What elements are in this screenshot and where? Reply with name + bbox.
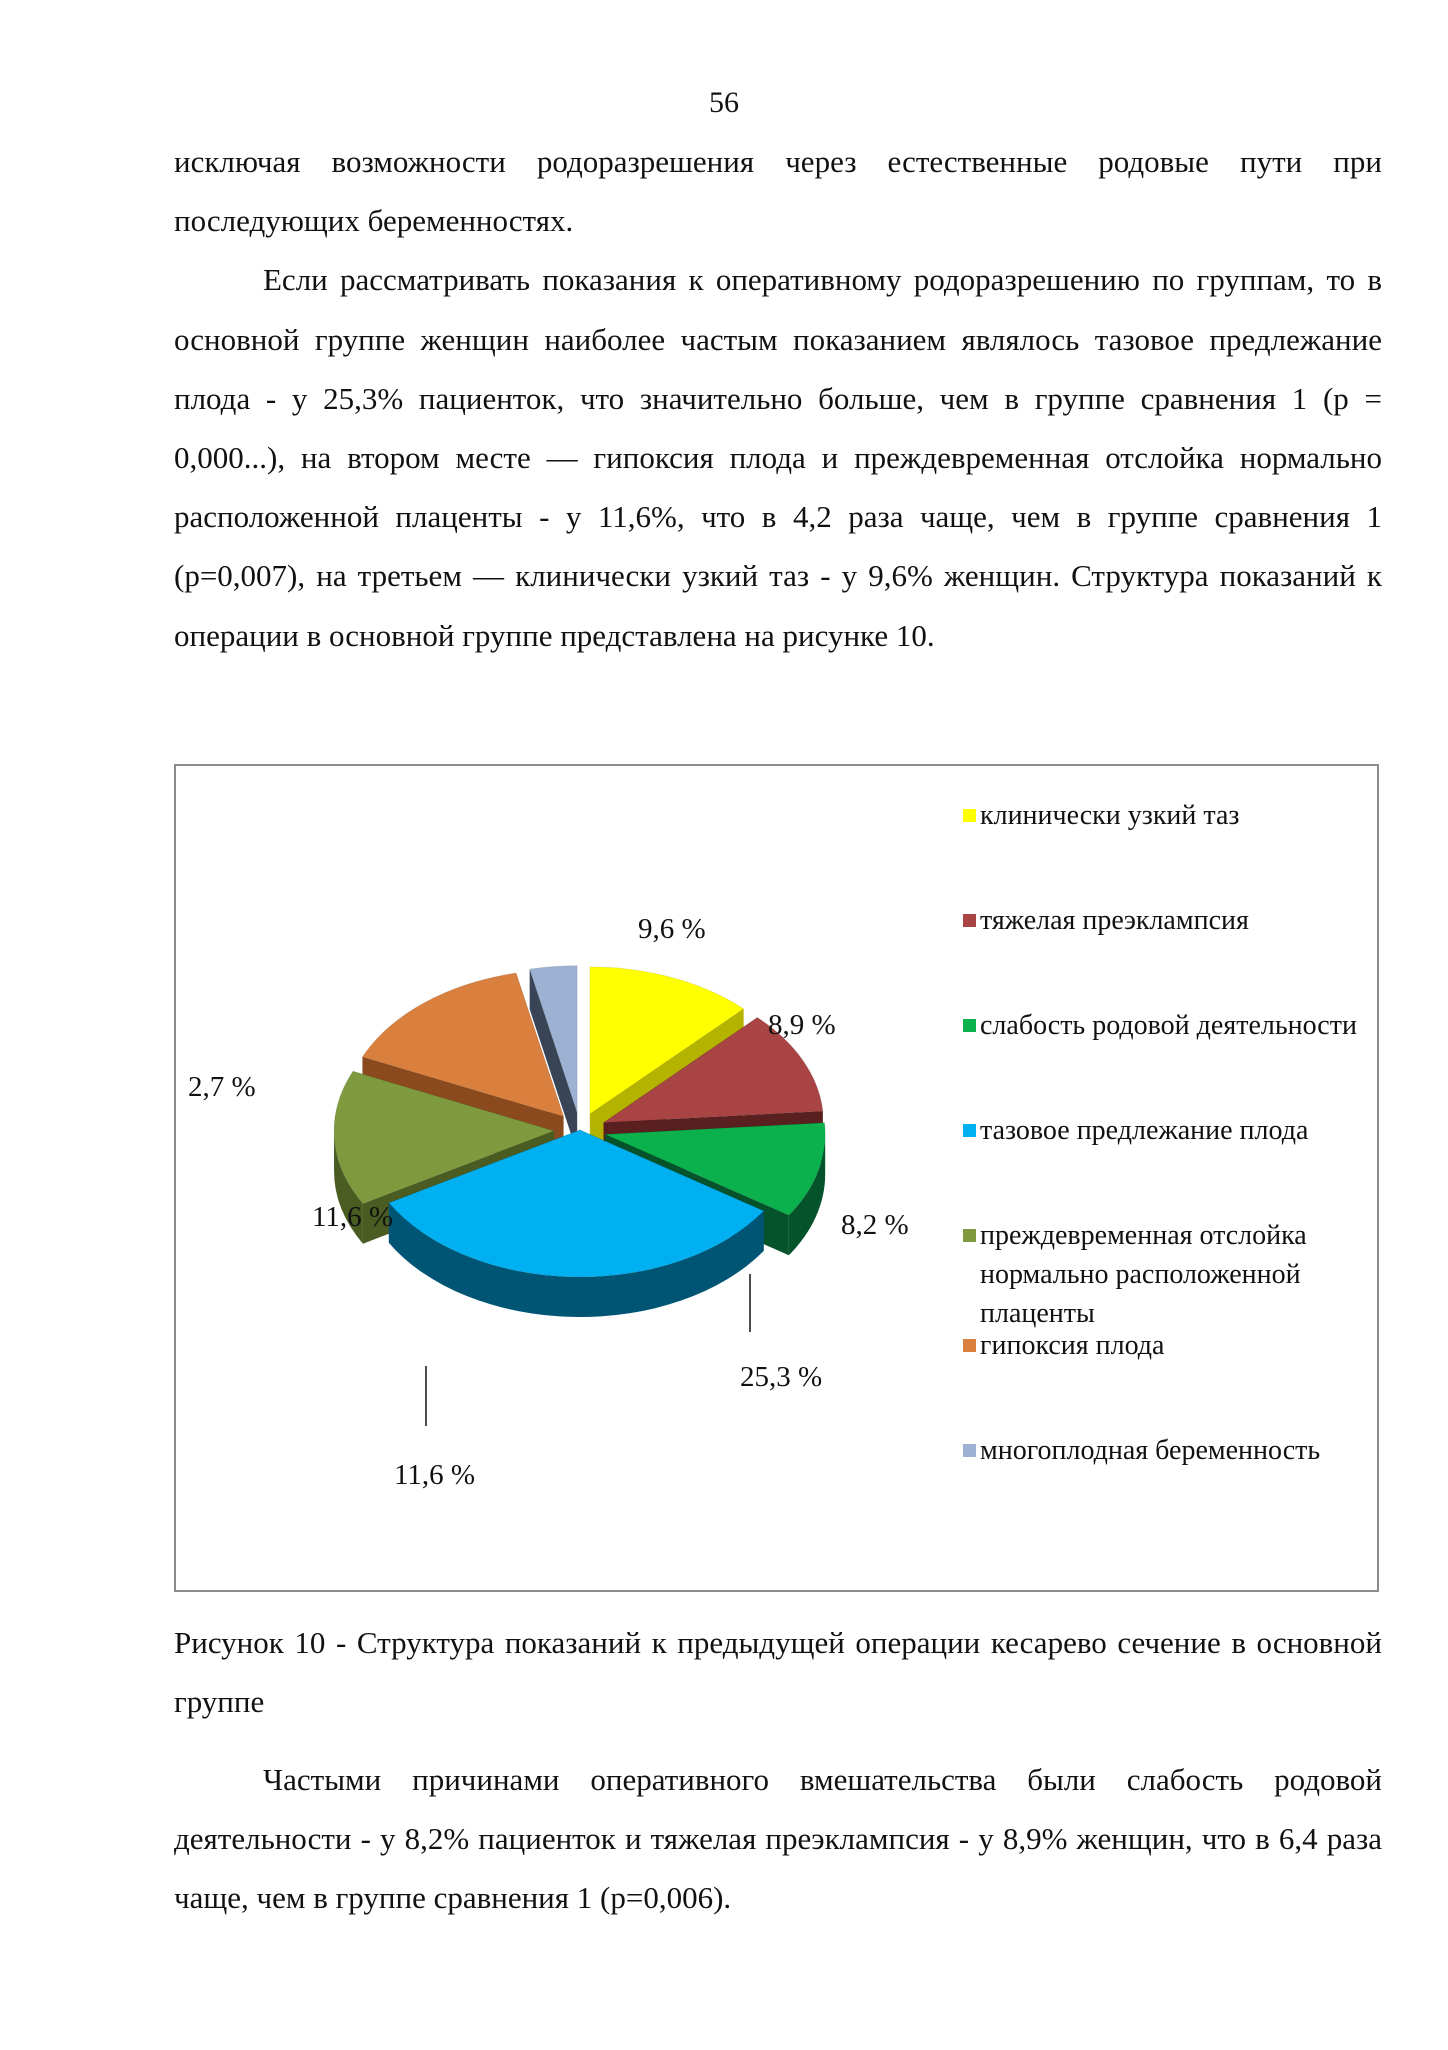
legend-swatch	[963, 1339, 976, 1352]
legend-swatch	[963, 1019, 976, 1032]
data-label-3: 8,2 %	[841, 1209, 909, 1241]
legend-label: тазовое предлежание плода	[980, 1115, 1309, 1146]
legend-label: преждевременная отслойка нормально расположенной плаценты	[980, 1220, 1307, 1329]
legend-swatch	[963, 914, 976, 927]
data-label-1: 9,6 %	[638, 913, 706, 945]
legend-swatch	[963, 809, 976, 822]
figure-caption: Рисунок 10 - Структура показаний к предыдущей операции кесарево сечение в основной группе	[174, 1625, 1382, 1720]
paragraph-continuation: исключая возможности родоразрешения через естественные родовые пути при последующих беременностях.	[174, 144, 1382, 239]
data-label-7: 2,7 %	[188, 1071, 256, 1103]
legend-swatch	[963, 1229, 976, 1242]
legend-swatch	[963, 1124, 976, 1137]
data-label-4: 25,3 %	[740, 1361, 823, 1393]
data-label-2: 8,9 %	[768, 1009, 836, 1041]
figure-10-chart	[174, 764, 1379, 1592]
body-text-bottom	[174, 1750, 1382, 1928]
paragraph-indications: Если рассматривать показания к оперативному родоразрешению по группам, то в основной группе женщин наиболее частым показанием являлось тазовое предлежание плода - у 25,3% пациенток, что значительно больше, чем в группе сравнения 1 (р = 0,000...), на втором месте — гипоксия плода и преждевременная отслойка нормально расположенной плаценты - у 11,6%, что в 4,2 раза чаще, чем в группе сравнения 1 (р=0,007), на третьем — клинически узкий таз - у 9,6% женщин. Структура показаний к операции в основной группе представлена на рисунке 10.	[174, 262, 1382, 653]
legend-label: гипоксия плода	[980, 1330, 1165, 1361]
legend-label: тяжелая преэклампсия	[980, 905, 1249, 936]
page-number: 56	[709, 86, 739, 119]
paragraph-causes: Частыми причинами оперативного вмешательства были слабость родовой деятельности - у 8,2% пациенток и тяжелая преэклампсия - у 8,9% женщин, что в 6,4 раза чаще, чем в группе сравнения 1 (р=0,006).	[174, 1762, 1382, 1916]
legend-label: клинически узкий таз	[980, 800, 1240, 831]
legend-label: многоплодная беременность	[980, 1435, 1321, 1466]
data-label-5: 11,6 %	[312, 1201, 394, 1233]
legend-swatch	[963, 1444, 976, 1457]
data-label-6: 11,6 %	[394, 1459, 476, 1491]
legend-label: слабость родовой деятельности	[980, 1010, 1357, 1041]
body-text-top	[174, 132, 1382, 665]
